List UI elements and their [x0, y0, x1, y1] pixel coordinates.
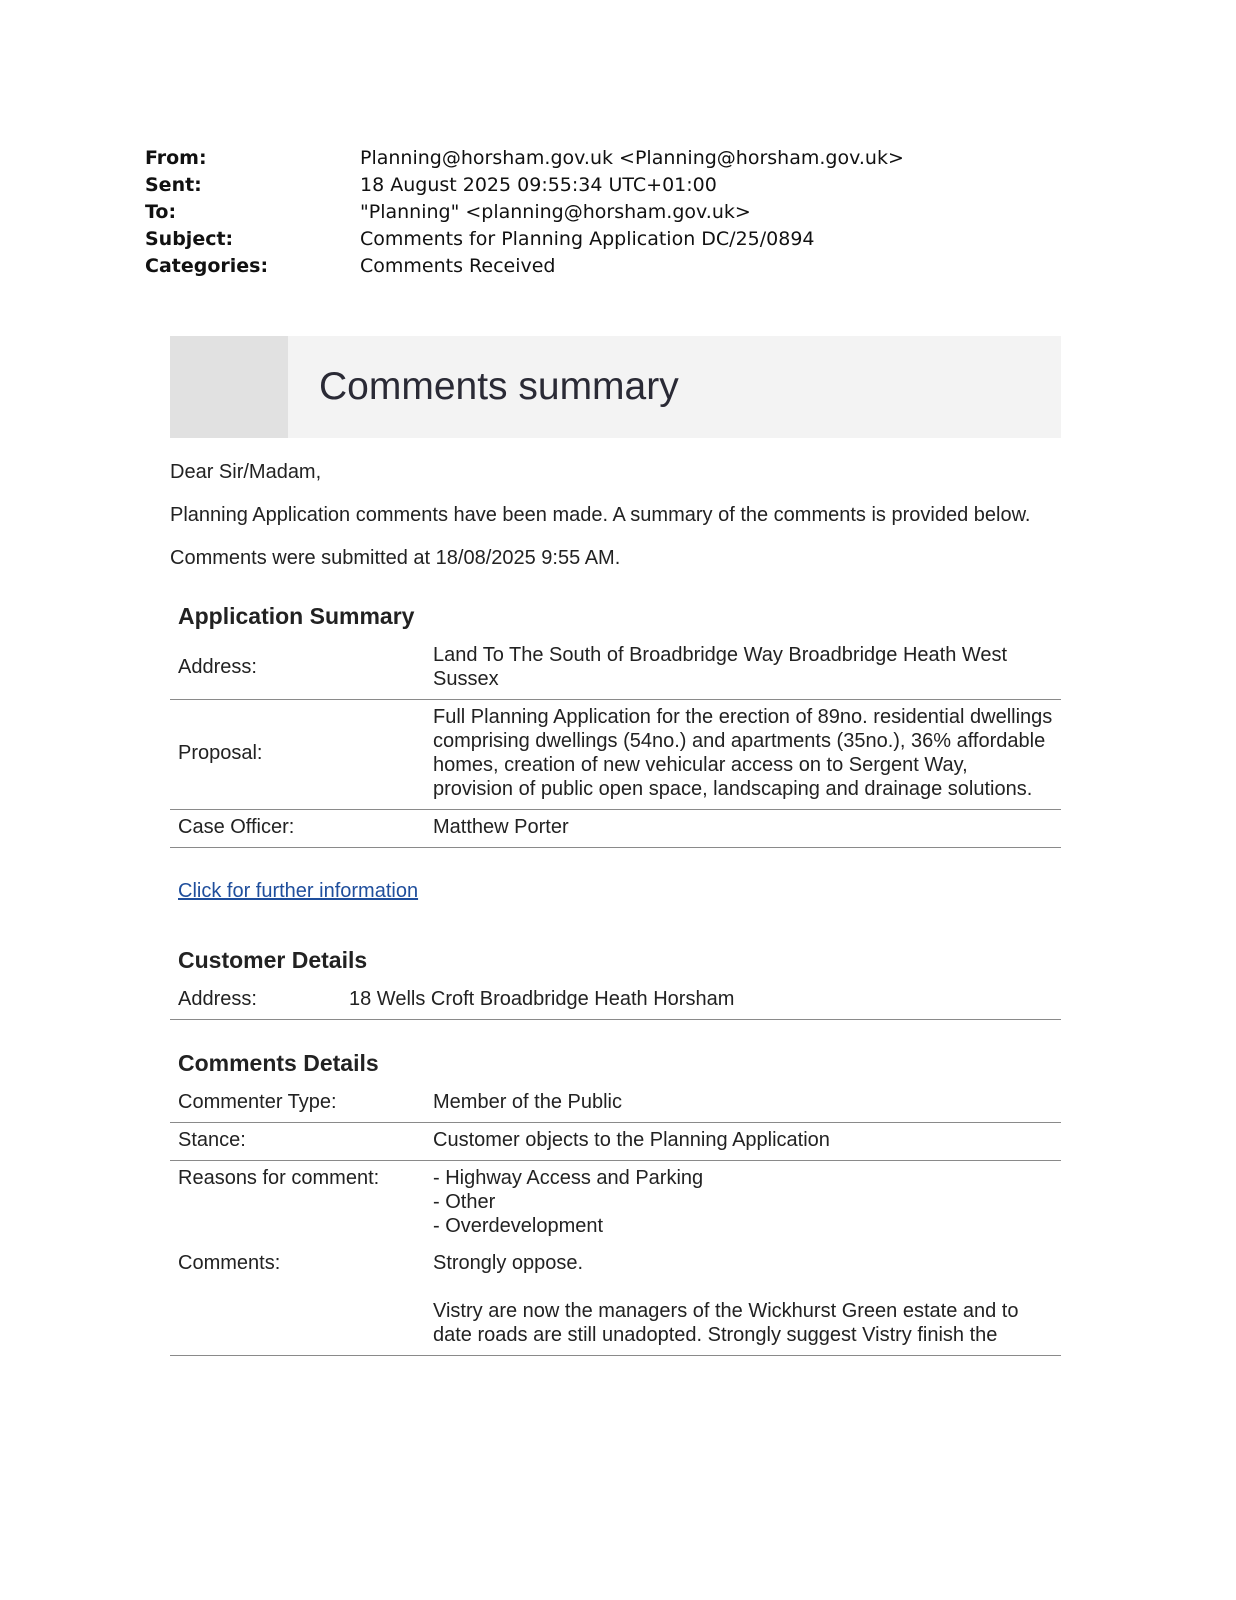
- email-sent-row: [145, 171, 904, 198]
- table-row: [170, 1246, 1061, 1356]
- reason-item: - Overdevelopment: [433, 1215, 604, 1237]
- subject-label: Subject:: [145, 227, 234, 250]
- table-row: [170, 1085, 1061, 1123]
- commenter-type-value: Member of the Public: [425, 1085, 1061, 1123]
- comments-details-heading: Comments Details: [178, 1050, 379, 1076]
- proposal-value: Full Planning Application for the erection of 89no. residential dwellings comprising dwellings (54no.) and apartments (35no.), 36% affordable homes, creation of new vehicular access on to Sergent Way, provision of public open space, landscaping and drainage solutions.: [425, 700, 1061, 810]
- paragraph-gap: [433, 1275, 1053, 1299]
- further-information-link[interactable]: Click for further information: [178, 880, 419, 902]
- reason-item: - Other: [433, 1191, 496, 1213]
- table-row: [170, 700, 1061, 810]
- to-label: To:: [145, 200, 177, 223]
- reasons-label: Reasons for comment:: [178, 1167, 380, 1189]
- comments-paragraph: Vistry are now the managers of the Wickhurst Green estate and to date roads are still unadopted. Strongly suggest Vistry finish the: [433, 1300, 1019, 1346]
- proposal-label: Proposal:: [170, 700, 425, 810]
- from-value: Planning@horsham.gov.uk <Planning@horsham.gov.uk>: [360, 146, 904, 169]
- case-officer-label: Case Officer:: [170, 810, 425, 848]
- comments-text: [425, 1246, 1061, 1356]
- email-from-row: [145, 144, 904, 171]
- comments-details-table: [170, 1085, 1061, 1356]
- page-title: Comments summary: [319, 365, 679, 408]
- banner-side-block: [170, 336, 288, 438]
- customer-address-value: 18 Wells Croft Broadbridge Heath Horsham: [341, 982, 1061, 1020]
- table-row: [170, 810, 1061, 848]
- reason-item: - Highway Access and Parking: [433, 1167, 704, 1189]
- sent-label: Sent:: [145, 173, 202, 196]
- email-header: [145, 144, 904, 279]
- from-label: From:: [145, 146, 207, 169]
- subject-value: Comments for Planning Application DC/25/0894: [360, 227, 815, 250]
- sent-value: 18 August 2025 09:55:34 UTC+01:00: [360, 173, 717, 196]
- email-body: [170, 336, 1061, 1356]
- address-label: Address:: [170, 638, 425, 700]
- stance-label: Stance:: [170, 1123, 425, 1161]
- customer-details-heading: Customer Details: [178, 947, 368, 973]
- intro-body: Planning Application comments have been made. A summary of the comments is provided below.: [170, 504, 1031, 526]
- table-row: [170, 1123, 1061, 1161]
- commenter-type-label: Commenter Type:: [170, 1085, 425, 1123]
- categories-label: Categories:: [145, 254, 269, 277]
- summary-banner: [170, 336, 1061, 438]
- table-row: [170, 1161, 1061, 1247]
- categories-value: Comments Received: [360, 254, 556, 277]
- stance-value: Customer objects to the Planning Application: [425, 1123, 1061, 1161]
- email-categories-row: [145, 252, 904, 279]
- customer-details-table: [170, 982, 1061, 1020]
- email-to-row: [145, 198, 904, 225]
- table-row: [170, 638, 1061, 700]
- submitted-text: Comments were submitted at 18/08/2025 9:55 AM.: [170, 547, 621, 569]
- comments-label: Comments:: [170, 1246, 425, 1356]
- case-officer-value: Matthew Porter: [425, 810, 1061, 848]
- greeting: Dear Sir/Madam,: [170, 461, 322, 483]
- comments-paragraph: Strongly oppose.: [433, 1252, 584, 1274]
- reasons-list: [425, 1161, 1061, 1247]
- table-row: [170, 982, 1061, 1020]
- address-value: Land To The South of Broadbridge Way Broadbridge Heath West Sussex: [425, 638, 1061, 700]
- application-summary-table: [170, 638, 1061, 848]
- customer-address-label: Address:: [170, 982, 341, 1020]
- email-subject-row: [145, 225, 904, 252]
- to-value: "Planning" <planning@horsham.gov.uk>: [360, 200, 751, 223]
- application-summary-heading: Application Summary: [178, 603, 415, 629]
